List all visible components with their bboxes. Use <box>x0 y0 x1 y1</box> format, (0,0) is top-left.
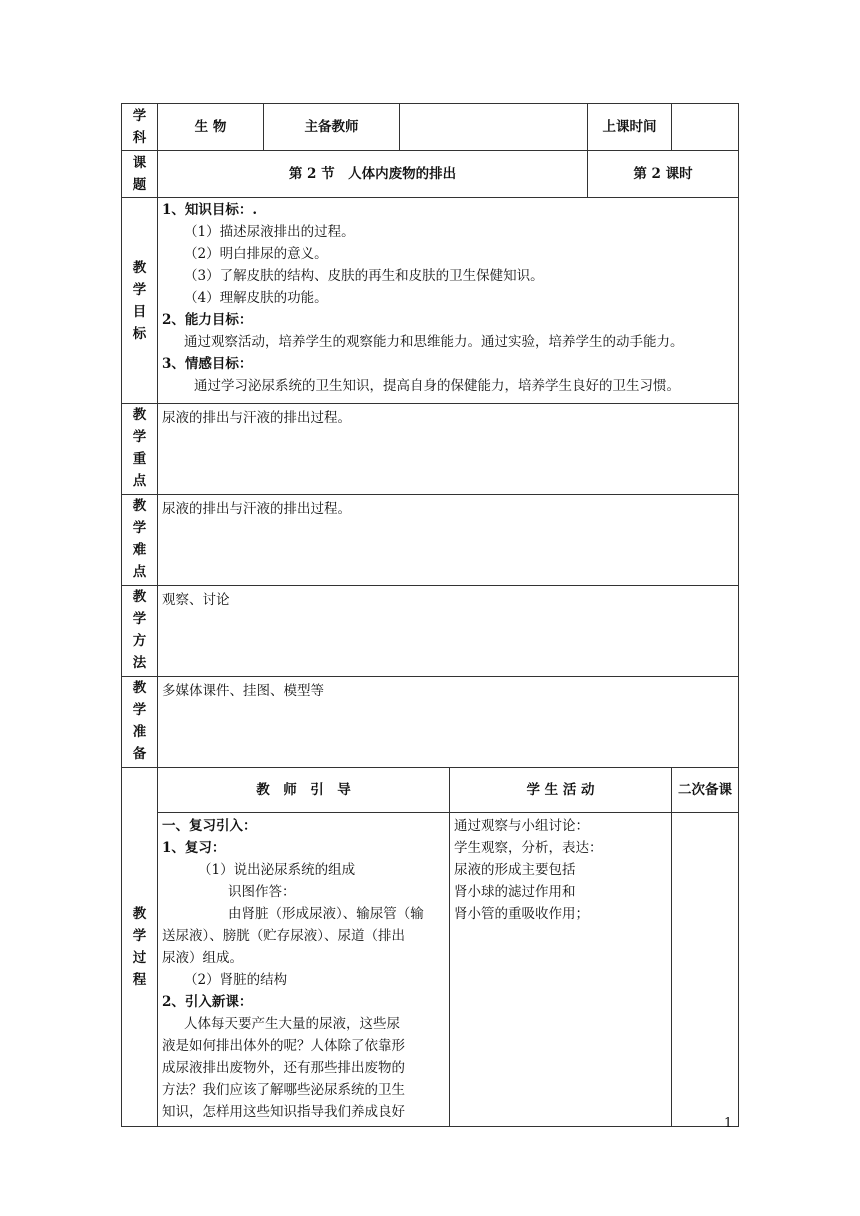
question-1-hint: 识图作答： <box>228 884 296 900</box>
process-body-row <box>122 813 739 1127</box>
page-number: 1 <box>724 1116 733 1131</box>
knowledge-item: （4）理解皮肤的功能。 <box>184 290 328 306</box>
objectives-row <box>122 198 739 404</box>
teacher-guide-cell <box>158 813 450 1127</box>
lesson-plan-table <box>121 103 739 1127</box>
emotion-heading: 3、情感目标： <box>162 356 253 372</box>
knowledge-item: （3）了解皮肤的结构、皮肤的再生和皮肤的卫生保健知识。 <box>184 268 544 284</box>
ability-text: 通过观察活动，培养学生的观察能力和思维能力。通过实验，培养学生的动手能力。 <box>184 334 684 350</box>
time-label: 上课时间 <box>588 104 672 151</box>
question-1-answer: 尿液）组成。 <box>162 950 243 966</box>
lesson-plan-sheet <box>121 103 738 1127</box>
time-value <box>672 104 739 151</box>
key-points-text: 尿液的排出与汗液的排出过程。 <box>158 404 739 495</box>
ability-heading: 2、能力目标： <box>162 312 253 328</box>
knowledge-heading: 1、知识目标：. <box>162 202 258 218</box>
student-line: 肾小管的重吸收作用； <box>454 906 589 922</box>
topic-row <box>122 151 739 198</box>
process-header-row <box>122 768 739 813</box>
methods-label: 教学方法 <box>122 586 158 677</box>
intro-line: 方法？我们应该了解哪些泌尿系统的卫生 <box>162 1082 405 1098</box>
objectives-label: 教学目标 <box>122 198 158 404</box>
intro-line: 人体每天要产生大量的尿液，这些尿 <box>184 1016 400 1032</box>
col-notes-header: 二次备课 <box>672 768 739 813</box>
question-1-answer: 由肾脏（形成尿液）、输尿管（输 <box>228 906 424 922</box>
teacher-label: 主备教师 <box>264 104 400 151</box>
key-points-label: 教学重点 <box>122 404 158 495</box>
intro-line: 液是如何排出体外的呢？人体除了依靠形 <box>162 1038 405 1054</box>
intro-line: 知识，怎样用这些知识指导我们养成良好 <box>162 1104 405 1120</box>
topic-period: 第 2 课时 <box>588 151 739 198</box>
difficulties-text: 尿液的排出与汗液的排出过程。 <box>158 495 739 586</box>
preparation-label: 教学准备 <box>122 677 158 768</box>
process-label: 教学过程 <box>122 768 158 1127</box>
teacher-value <box>400 104 588 151</box>
knowledge-item: （2）明白排尿的意义。 <box>184 246 328 262</box>
question-1-answer: 送尿液）、膀胱（贮存尿液）、尿道（排出 <box>162 928 405 944</box>
subject-label: 学科 <box>122 104 158 151</box>
student-line: 通过观察与小组讨论： <box>454 818 589 834</box>
intro-line: 成尿液排出废物外，还有那些排出废物的 <box>162 1060 405 1076</box>
topic-title: 第 2 节 人体内废物的排出 <box>158 151 588 198</box>
topic-label: 课题 <box>122 151 158 198</box>
question-2: （2）肾脏的结构 <box>184 972 288 988</box>
student-line: 肾小球的滤过作用和 <box>454 884 576 900</box>
student-activity-cell <box>450 813 672 1127</box>
question-1: （1）说出泌尿系统的组成 <box>198 862 356 878</box>
col-student-header: 学 生 活 动 <box>450 768 672 813</box>
objectives-content <box>158 198 739 404</box>
emotion-text: 通过学习泌尿系统的卫生知识，提高自身的保健能力，培养学生良好的卫生习惯。 <box>194 378 680 394</box>
difficulties-row <box>122 495 739 586</box>
difficulties-label: 教学难点 <box>122 495 158 586</box>
knowledge-item: （1）描述尿液排出的过程。 <box>184 224 355 240</box>
student-line: 尿液的形成主要包括 <box>454 862 576 878</box>
preparation-row <box>122 677 739 768</box>
methods-row <box>122 586 739 677</box>
preparation-text: 多媒体课件、挂图、模型等 <box>158 677 739 768</box>
secondary-prep-cell <box>672 813 739 1127</box>
intro-heading: 2、引入新课： <box>162 994 253 1010</box>
student-line: 学生观察，分析，表达： <box>454 840 603 856</box>
methods-text: 观察、讨论 <box>158 586 739 677</box>
header-row <box>122 104 739 151</box>
key-points-row <box>122 404 739 495</box>
col-teacher-header: 教 师 引 导 <box>158 768 450 813</box>
review-heading: 一、复习引入： <box>162 818 257 834</box>
subject-value: 生 物 <box>158 104 264 151</box>
review-subheading: 1、复习： <box>162 840 226 856</box>
